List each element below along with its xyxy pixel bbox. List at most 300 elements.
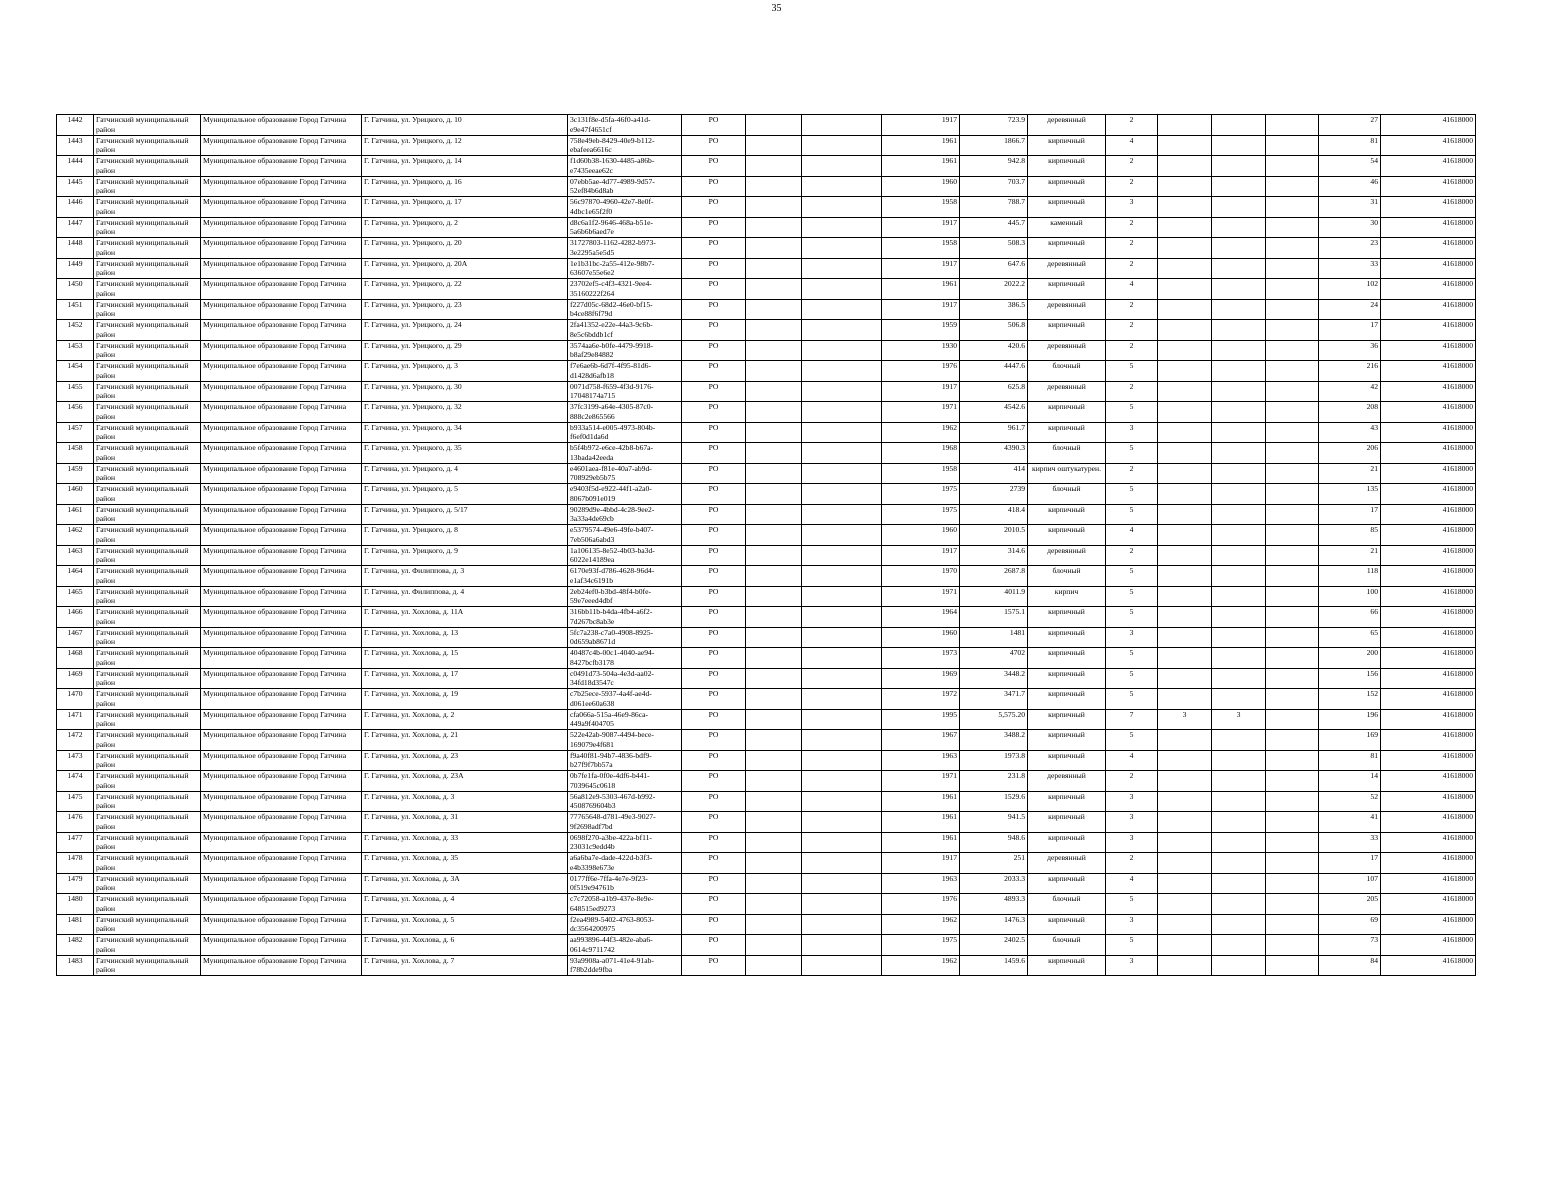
empty-cell [802,791,882,812]
wall-material-cell: кирпичный [1028,197,1106,218]
guid-cell: 316bb11b-b4da-4fb4-a6f2-7d267bc8ab3e [568,607,682,628]
address-cell: Г. Гатчина, ул. Хохлова, д. 33 [362,832,568,853]
underground-floors-cell [1158,935,1212,956]
district-cell: Гатчинский муниципальный район [94,361,201,382]
municipality-cell: Муниципальное образование Город Гатчина [201,279,362,300]
entrances-cell [1212,504,1266,525]
empty-cell [746,422,802,443]
municipality-cell: Муниципальное образование Город Гатчина [201,504,362,525]
address-cell: Г. Гатчина, ул. Хохлова, д. 4 [362,894,568,915]
area-cell: 3448.2 [960,668,1028,689]
municipality-cell: Муниципальное образование Город Гатчина [201,361,362,382]
type-cell: РО [682,402,746,423]
municipality-cell: Муниципальное образование Город Гатчина [201,607,362,628]
empty-cell [746,238,802,259]
oktmo-code-cell: 41618000 [1381,484,1476,505]
district-cell: Гатчинский муниципальный район [94,668,201,689]
address-cell: Г. Гатчина, ул. Филиппова, д. 4 [362,586,568,607]
row-number: 1445 [57,176,94,197]
guid-cell: e9403f5d-e922-44f1-a2a0-8067b091e019 [568,484,682,505]
address-cell: Г. Гатчина, ул. Филиппова, д. 3 [362,566,568,587]
floors-cell: 2 [1106,545,1158,566]
wall-material-cell: деревянный [1028,771,1106,792]
wall-material-cell: кирпич оштукатурен. [1028,463,1106,484]
area-cell: 4390.3 [960,443,1028,464]
floors-cell: 5 [1106,607,1158,628]
type-cell: РО [682,361,746,382]
empty-cell [746,135,802,156]
row-number: 1444 [57,156,94,177]
entrances-cell [1212,156,1266,177]
wall-material-cell: кирпичный [1028,689,1106,710]
entrances-cell [1212,361,1266,382]
guid-cell: 2eb24ef0-b3bd-48f4-b0fe-59e7eeed4dbf [568,586,682,607]
empty-cell [1266,586,1319,607]
entrances-cell [1212,914,1266,935]
address-cell: Г. Гатчина, ул. Урицкого, д. 5/17 [362,504,568,525]
guid-cell: 0698f270-a3be-422a-bf11-23031c9edd4b [568,832,682,853]
municipality-cell: Муниципальное образование Город Гатчина [201,320,362,341]
empty-cell [802,115,882,136]
oktmo-code-cell: 41618000 [1381,566,1476,587]
floors-cell: 3 [1106,832,1158,853]
guid-cell: 0177ff6e-7ffa-4e7e-9f23-0f519e94761b [568,873,682,894]
underground-floors-cell [1158,648,1212,669]
municipality-cell: Муниципальное образование Город Гатчина [201,525,362,546]
guid-cell: 23702ef5-c4f3-4321-9ee4-35160222f264 [568,279,682,300]
address-cell: Г. Гатчина, ул. Урицкого, д. 22 [362,279,568,300]
table-row [57,402,1476,423]
empty-cell [1266,115,1319,136]
apartments-cell: 43 [1319,422,1381,443]
wall-material-cell: каменный [1028,217,1106,238]
empty-cell [1266,176,1319,197]
type-cell: РО [682,566,746,587]
row-number: 1470 [57,689,94,710]
municipality-cell: Муниципальное образование Город Гатчина [201,197,362,218]
oktmo-code-cell: 41618000 [1381,525,1476,546]
district-cell: Гатчинский муниципальный район [94,730,201,751]
empty-cell [1266,791,1319,812]
apartments-cell: 65 [1319,627,1381,648]
guid-cell: c0491d73-504a-4e3d-aa02-34fd18d3547c [568,668,682,689]
oktmo-code-cell: 41618000 [1381,279,1476,300]
empty-cell [1266,361,1319,382]
table-row [57,914,1476,935]
empty-cell [802,873,882,894]
wall-material-cell: кирпичный [1028,156,1106,177]
row-number: 1465 [57,586,94,607]
area-cell: 3471.7 [960,689,1028,710]
empty-cell [1266,648,1319,669]
guid-cell: cfa066a-515a-46e9-86ca-449a9f404705 [568,709,682,730]
row-number: 1450 [57,279,94,300]
apartments-cell: 52 [1319,791,1381,812]
wall-material-cell: кирпичный [1028,730,1106,751]
table-row [57,586,1476,607]
wall-material-cell: блочный [1028,566,1106,587]
wall-material-cell: деревянный [1028,299,1106,320]
municipality-cell: Муниципальное образование Город Гатчина [201,156,362,177]
empty-cell [1266,217,1319,238]
floors-cell: 5 [1106,894,1158,915]
year-cell: 1960 [882,627,960,648]
floors-cell: 4 [1106,873,1158,894]
empty-cell [1266,955,1319,976]
district-cell: Гатчинский муниципальный район [94,914,201,935]
oktmo-code-cell: 41618000 [1381,689,1476,710]
entrances-cell [1212,771,1266,792]
underground-floors-cell [1158,484,1212,505]
municipality-cell: Муниципальное образование Город Гатчина [201,689,362,710]
district-cell: Гатчинский муниципальный район [94,709,201,730]
year-cell: 1964 [882,607,960,628]
address-cell: Г. Гатчина, ул. Хохлова, д. 23А [362,771,568,792]
oktmo-code-cell: 41618000 [1381,361,1476,382]
type-cell: РО [682,771,746,792]
empty-cell [802,340,882,361]
district-cell: Гатчинский муниципальный район [94,955,201,976]
entrances-cell [1212,586,1266,607]
district-cell: Гатчинский муниципальный район [94,238,201,259]
guid-cell: e5379574-49e6-49fe-b407-7eb506a6abd3 [568,525,682,546]
municipality-cell: Муниципальное образование Город Гатчина [201,771,362,792]
apartments-cell: 100 [1319,586,1381,607]
area-cell: 508.3 [960,238,1028,259]
area-cell: 1973.8 [960,750,1028,771]
empty-cell [802,607,882,628]
floors-cell: 5 [1106,566,1158,587]
oktmo-code-cell: 41618000 [1381,135,1476,156]
apartments-cell: 205 [1319,894,1381,915]
empty-cell [1266,607,1319,628]
floors-cell: 3 [1106,791,1158,812]
district-cell: Гатчинский муниципальный район [94,648,201,669]
apartments-cell: 206 [1319,443,1381,464]
empty-cell [802,422,882,443]
year-cell: 1960 [882,525,960,546]
entrances-cell [1212,463,1266,484]
type-cell: РО [682,935,746,956]
area-cell: 420.6 [960,340,1028,361]
entrances-cell [1212,812,1266,833]
type-cell: РО [682,607,746,628]
wall-material-cell: кирпичный [1028,238,1106,259]
empty-cell [1266,238,1319,259]
apartments-cell: 69 [1319,914,1381,935]
year-cell: 1961 [882,135,960,156]
table-row [57,935,1476,956]
empty-cell [802,402,882,423]
registry-body [57,115,1476,976]
row-number: 1476 [57,812,94,833]
empty-cell [1266,668,1319,689]
address-cell: Г. Гатчина, ул. Хохлова, д. 7 [362,955,568,976]
district-cell: Гатчинский муниципальный район [94,525,201,546]
oktmo-code-cell: 41618000 [1381,955,1476,976]
municipality-cell: Муниципальное образование Город Гатчина [201,115,362,136]
empty-cell [746,504,802,525]
address-cell: Г. Гатчина, ул. Хохлова, д. 2 [362,709,568,730]
guid-cell: f1d60b38-1630-4485-a86b-e7435eeae62c [568,156,682,177]
type-cell: РО [682,914,746,935]
year-cell: 1962 [882,914,960,935]
wall-material-cell: деревянный [1028,258,1106,279]
type-cell: РО [682,832,746,853]
guid-cell: 0b7fe1fa-0f0e-4df6-b441-7039645c0618 [568,771,682,792]
empty-cell [802,176,882,197]
underground-floors-cell [1158,463,1212,484]
type-cell: РО [682,586,746,607]
oktmo-code-cell: 41618000 [1381,463,1476,484]
municipality-cell: Муниципальное образование Город Гатчина [201,463,362,484]
oktmo-code-cell: 41618000 [1381,258,1476,279]
apartments-cell: 54 [1319,156,1381,177]
year-cell: 1917 [882,381,960,402]
guid-cell: a6a6ba7e-dade-422d-b3f3-e4b3398e673e [568,853,682,874]
empty-cell [1266,484,1319,505]
floors-cell: 3 [1106,955,1158,976]
empty-cell [746,750,802,771]
oktmo-code-cell: 41618000 [1381,914,1476,935]
empty-cell [802,361,882,382]
table-row [57,320,1476,341]
empty-cell [746,894,802,915]
table-row [57,299,1476,320]
floors-cell: 5 [1106,484,1158,505]
type-cell: РО [682,484,746,505]
row-number: 1479 [57,873,94,894]
district-cell: Гатчинский муниципальный район [94,484,201,505]
entrances-cell [1212,279,1266,300]
year-cell: 1917 [882,217,960,238]
apartments-cell: 23 [1319,238,1381,259]
municipality-cell: Муниципальное образование Город Гатчина [201,258,362,279]
empty-cell [746,320,802,341]
floors-cell: 2 [1106,463,1158,484]
oktmo-code-cell: 41618000 [1381,545,1476,566]
address-cell: Г. Гатчина, ул. Урицкого, д. 9 [362,545,568,566]
empty-cell [746,832,802,853]
entrances-cell: 3 [1212,709,1266,730]
wall-material-cell: кирпичный [1028,176,1106,197]
apartments-cell: 135 [1319,484,1381,505]
year-cell: 1975 [882,484,960,505]
underground-floors-cell [1158,894,1212,915]
municipality-cell: Муниципальное образование Город Гатчина [201,176,362,197]
empty-cell [746,873,802,894]
table-row [57,463,1476,484]
area-cell: 1476.3 [960,914,1028,935]
municipality-cell: Муниципальное образование Город Гатчина [201,935,362,956]
apartments-cell: 73 [1319,935,1381,956]
address-cell: Г. Гатчина, ул. Урицкого, д. 14 [362,156,568,177]
area-cell: 948.6 [960,832,1028,853]
empty-cell [746,648,802,669]
empty-cell [746,115,802,136]
empty-cell [746,176,802,197]
address-cell: Г. Гатчина, ул. Хохлова, д. 23 [362,750,568,771]
entrances-cell [1212,422,1266,443]
wall-material-cell: кирпичный [1028,648,1106,669]
wall-material-cell: кирпичный [1028,791,1106,812]
table-row [57,709,1476,730]
oktmo-code-cell: 41618000 [1381,730,1476,751]
floors-cell: 3 [1106,812,1158,833]
entrances-cell [1212,689,1266,710]
floors-cell: 5 [1106,668,1158,689]
apartments-cell: 208 [1319,402,1381,423]
floors-cell: 2 [1106,115,1158,136]
guid-cell: e4601aea-f81e-40a7-ab9d-708929eb5b75 [568,463,682,484]
area-cell: 941.5 [960,812,1028,833]
oktmo-code-cell: 41618000 [1381,115,1476,136]
area-cell: 1529.6 [960,791,1028,812]
empty-cell [746,279,802,300]
floors-cell: 2 [1106,176,1158,197]
table-row [57,894,1476,915]
oktmo-code-cell: 41618000 [1381,873,1476,894]
guid-cell: 56c97870-4960-42e7-8e0f-4dbc1e65f2f0 [568,197,682,218]
empty-cell [802,299,882,320]
oktmo-code-cell: 41618000 [1381,443,1476,464]
apartments-cell: 14 [1319,771,1381,792]
district-cell: Гатчинский муниципальный район [94,566,201,587]
area-cell: 4447.6 [960,361,1028,382]
type-cell: РО [682,750,746,771]
area-cell: 251 [960,853,1028,874]
wall-material-cell: кирпичный [1028,750,1106,771]
empty-cell [802,484,882,505]
guid-cell: 1a106135-8e52-4b03-ba3d-6022e14189ea [568,545,682,566]
empty-cell [802,381,882,402]
row-number: 1478 [57,853,94,874]
empty-cell [1266,340,1319,361]
empty-cell [746,545,802,566]
guid-cell: 5fc7a238-c7a0-4908-8925-0d659ab8671d [568,627,682,648]
table-row [57,689,1476,710]
district-cell: Гатчинский муниципальный район [94,771,201,792]
year-cell: 1960 [882,176,960,197]
row-number: 1454 [57,361,94,382]
type-cell: РО [682,217,746,238]
district-cell: Гатчинский муниципальный район [94,607,201,628]
floors-cell: 4 [1106,135,1158,156]
apartments-cell: 118 [1319,566,1381,587]
entrances-cell [1212,566,1266,587]
wall-material-cell: кирпичный [1028,812,1106,833]
table-row [57,484,1476,505]
guid-cell: 56a812e9-5303-467d-b992-4508769604b3 [568,791,682,812]
empty-cell [802,525,882,546]
year-cell: 1973 [882,648,960,669]
empty-cell [746,689,802,710]
underground-floors-cell [1158,238,1212,259]
year-cell: 1961 [882,832,960,853]
row-number: 1448 [57,238,94,259]
floors-cell: 5 [1106,730,1158,751]
municipality-cell: Муниципальное образование Город Гатчина [201,668,362,689]
type-cell: РО [682,791,746,812]
district-cell: Гатчинский муниципальный район [94,853,201,874]
entrances-cell [1212,238,1266,259]
municipality-cell: Муниципальное образование Город Гатчина [201,648,362,669]
oktmo-code-cell: 41618000 [1381,176,1476,197]
empty-cell [746,525,802,546]
type-cell: РО [682,299,746,320]
underground-floors-cell [1158,320,1212,341]
underground-floors-cell [1158,771,1212,792]
oktmo-code-cell: 41618000 [1381,750,1476,771]
empty-cell [1266,504,1319,525]
wall-material-cell: кирпичный [1028,832,1106,853]
oktmo-code-cell: 41618000 [1381,504,1476,525]
municipality-cell: Муниципальное образование Город Гатчина [201,586,362,607]
table-row [57,873,1476,894]
year-cell: 1917 [882,853,960,874]
empty-cell [1266,853,1319,874]
floors-cell: 2 [1106,217,1158,238]
underground-floors-cell [1158,750,1212,771]
apartments-cell: 102 [1319,279,1381,300]
entrances-cell [1212,873,1266,894]
floors-cell: 5 [1106,689,1158,710]
housing-registry-table [56,114,1476,976]
address-cell: Г. Гатчина, ул. Хохлова, д. 31 [362,812,568,833]
apartments-cell: 81 [1319,135,1381,156]
underground-floors-cell [1158,545,1212,566]
empty-cell [746,627,802,648]
empty-cell [1266,709,1319,730]
row-number: 1466 [57,607,94,628]
apartments-cell: 41 [1319,812,1381,833]
type-cell: РО [682,525,746,546]
empty-cell [746,771,802,792]
row-number: 1452 [57,320,94,341]
year-cell: 1958 [882,463,960,484]
area-cell: 386.5 [960,299,1028,320]
oktmo-code-cell: 41618000 [1381,586,1476,607]
type-cell: РО [682,853,746,874]
municipality-cell: Муниципальное образование Город Гатчина [201,402,362,423]
oktmo-code-cell: 41618000 [1381,402,1476,423]
underground-floors-cell [1158,914,1212,935]
oktmo-code-cell: 41618000 [1381,238,1476,259]
floors-cell: 7 [1106,709,1158,730]
entrances-cell [1212,935,1266,956]
empty-cell [1266,894,1319,915]
area-cell: 506.8 [960,320,1028,341]
district-cell: Гатчинский муниципальный район [94,197,201,218]
type-cell: РО [682,443,746,464]
district-cell: Гатчинский муниципальный район [94,586,201,607]
type-cell: РО [682,873,746,894]
table-row [57,443,1476,464]
oktmo-code-cell: 41618000 [1381,894,1476,915]
year-cell: 1976 [882,894,960,915]
row-number: 1468 [57,648,94,669]
district-cell: Гатчинский муниципальный район [94,381,201,402]
empty-cell [802,689,882,710]
empty-cell [802,463,882,484]
guid-cell: f7e6ae6b-6d7f-4f95-81d6-d1428d6afb18 [568,361,682,382]
year-cell: 1917 [882,299,960,320]
year-cell: 1995 [882,709,960,730]
municipality-cell: Муниципальное образование Город Гатчина [201,894,362,915]
empty-cell [802,914,882,935]
underground-floors-cell [1158,381,1212,402]
entrances-cell [1212,894,1266,915]
